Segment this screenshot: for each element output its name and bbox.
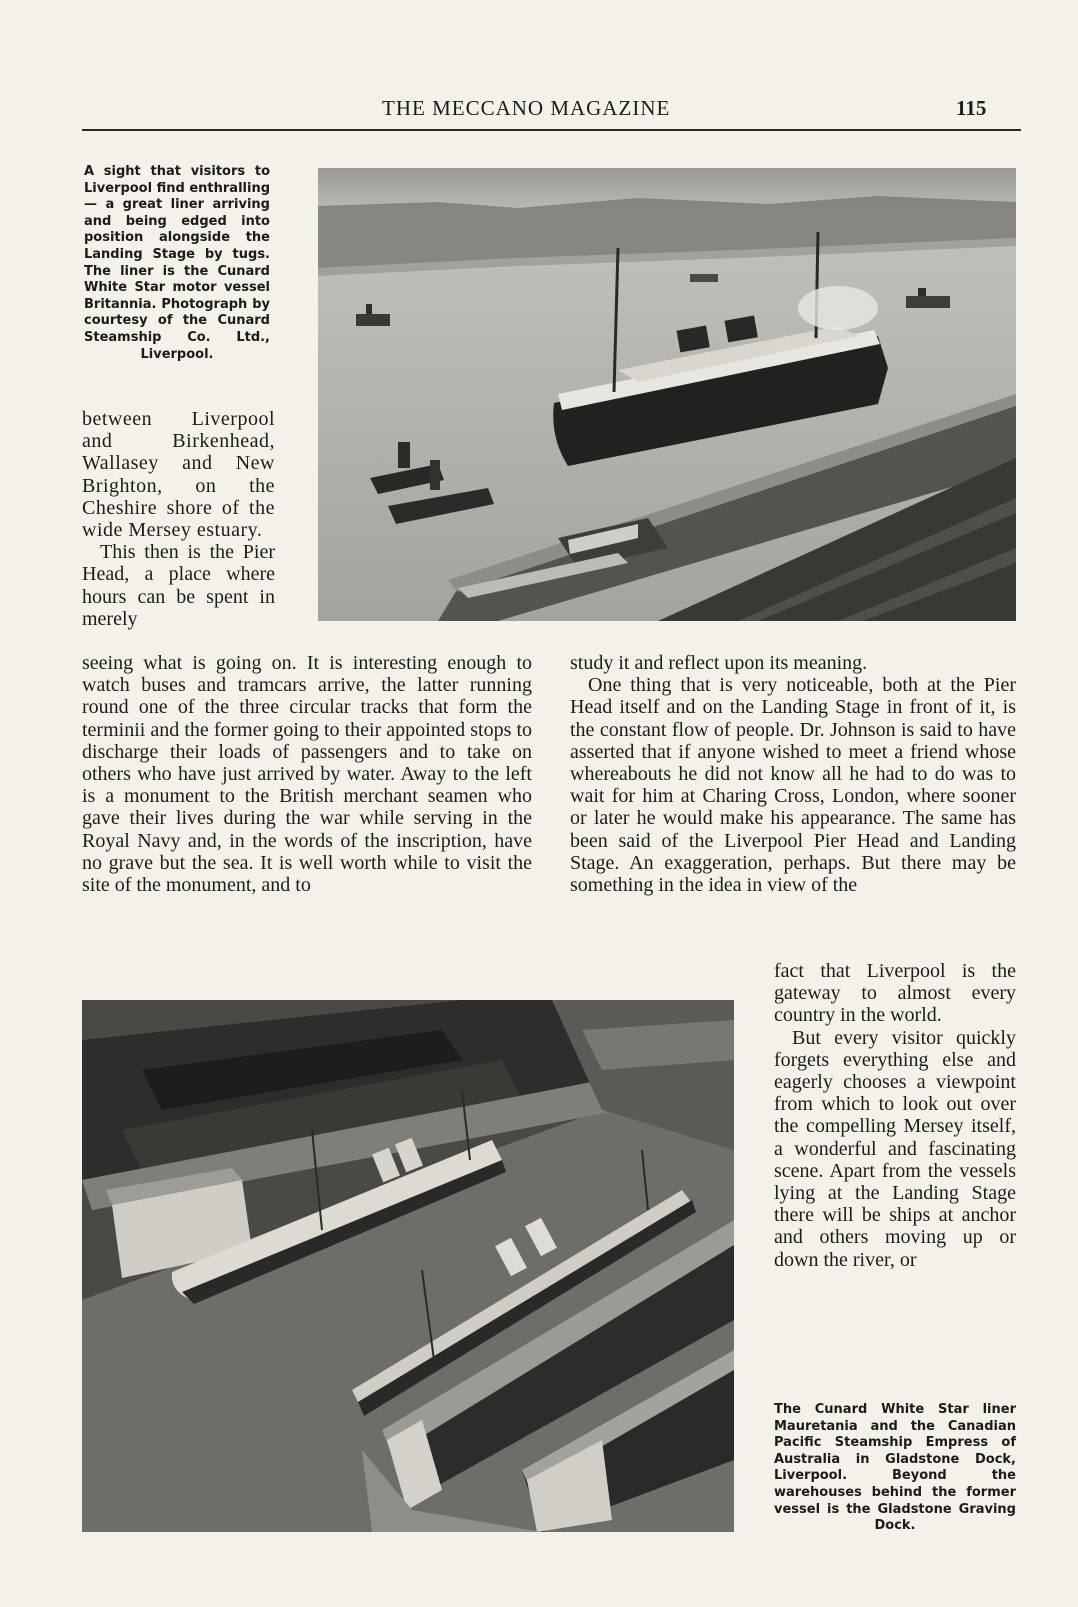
- right-paragraph-2: One thing that is very noticeable, both at the Pier Head itself and on the Landing Stage in front of it, is the constant flow of people. Dr. Johnson is said to have asserted that if anyone wished to meet a friend whose whereabouts he did not know all he had to do was to wait for him at Charing Cross, London, where sooner or later he would make his appearance. The same has been said of the Liverpool Pier Head and Landing Stage. An exaggeration, perhaps. But there may be something in the idea in view of the: [570, 674, 1016, 897]
- magazine-title: THE MECCANO MAGAZINE: [382, 96, 671, 120]
- right-column: [570, 652, 1016, 896]
- gladstone-dock-illustration: [82, 1000, 734, 1532]
- narrow-column-top: [82, 408, 275, 630]
- bottom-photo-caption: The Cunard White Star liner Mauretania and the Canadian Pacific Steamship Empress of Australia in Gladstone Dock, Liverpool. Beyond the warehouses behind the former vessel is the Gladstone Graving Dock.: [774, 1402, 1016, 1534]
- header-divider: [82, 129, 1021, 131]
- gladstone-dock-photo: [82, 1000, 734, 1532]
- liner-arriving-photo: [318, 168, 1016, 621]
- narrow-paragraph-2: This then is the Pier Head, a place where hours can be spent in merely: [82, 541, 275, 630]
- narrow-column-bottom: [774, 960, 1016, 1271]
- narrow-bottom-paragraph-2: But every visitor quickly forgets everything else and eagerly chooses a viewpoint from which to look out over the compelling Mersey itself, a wonderful and fascinating scene. Apart from the vessels lying at the Landing Stage there will be ships at anchor and others moving up or down the river, or: [774, 1026, 1016, 1271]
- narrow-paragraph-1: between Liverpool and Birkenhead, Wallasey and New Brighton, on the Cheshire shore of the wide Mersey estuary.: [82, 408, 275, 542]
- page-number: 115: [956, 96, 987, 120]
- narrow-bottom-paragraph-1: fact that Liverpool is the gateway to almost every country in the world.: [774, 960, 1016, 1027]
- left-column: [82, 652, 532, 896]
- right-paragraph-1: study it and reflect upon its meaning.: [570, 652, 868, 674]
- left-column-paragraph: seeing what is going on. It is interesting enough to watch buses and tramcars arrive, the latter running round one of the three circular tracks that form the terminii and the former going to their appointed stops to discharge their loads of passengers and to take on others who have just arrived by water. Away to the left is a monument to the British merchant seamen who gave their lives during the war while serving in the Royal Navy and, in the words of the inscription, have no grave but the sea. It is well worth while to visit the site of the monument, and to: [82, 652, 532, 897]
- liner-arriving-illustration: [318, 168, 1016, 621]
- top-photo-caption: A sight that visitors to Liverpool find enthralling — a great liner arriving and being edged into position alongside the Landing Stage by tugs. The liner is the Cunard White Star motor vessel Britannia. Photograph by courtesy of the Cunard Steamship Co. Ltd., Liverpool.: [84, 164, 270, 362]
